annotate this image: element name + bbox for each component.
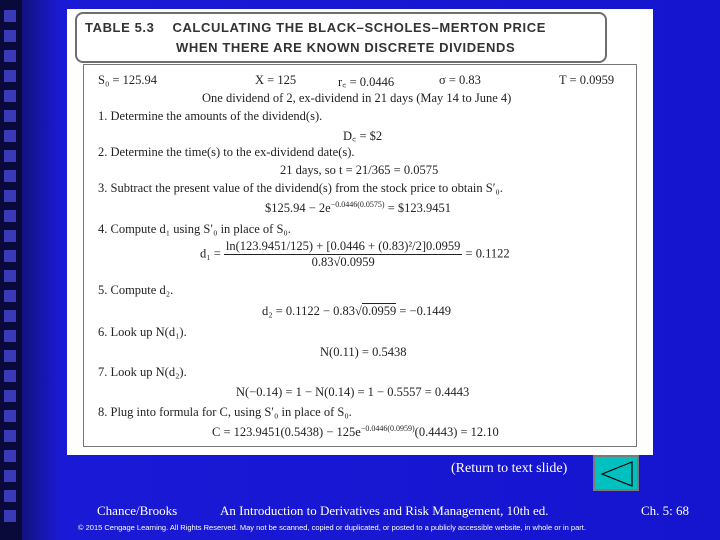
d2-radicand: 0.0959: [361, 304, 397, 318]
d2-b: = −0.1449: [396, 304, 451, 318]
strip-square: [4, 250, 16, 262]
footer-book: An Introduction to Derivatives and Risk Management, 10th ed.: [220, 503, 549, 518]
strip-square: [4, 510, 16, 522]
strip-square: [4, 70, 16, 82]
step-3-result-a: $125.94 − 2e: [265, 201, 331, 216]
strip-square: [4, 270, 16, 282]
step-5: 5. Compute d₂.: [98, 283, 174, 297]
strip-square: [4, 190, 16, 202]
strip-square: [4, 50, 16, 62]
strip-square: [4, 150, 16, 162]
d1-rhs: = 0.1122: [462, 246, 510, 261]
step-2-result: 21 days, so t = 21/365 = 0.0575: [280, 163, 439, 177]
step-6: 6. Look up N(d₁).: [98, 325, 187, 339]
step-3-result-b: = $123.9451: [384, 201, 452, 216]
strip-square: [4, 230, 16, 242]
strip-square: [4, 410, 16, 422]
side-strip: [0, 0, 22, 540]
step-3-result: [265, 200, 451, 216]
table-title-line1: [85, 20, 546, 35]
param-x: X = 125: [255, 73, 297, 87]
table-header: [75, 12, 607, 63]
footer-authors: Chance/Brooks: [97, 503, 178, 518]
c-b: (0.4443) = 12.10: [414, 425, 499, 440]
table-body: [83, 64, 637, 447]
step-3-result-exp: −0.0446(0.0575): [330, 200, 385, 209]
step-6-result: N(0.11) = 0.5438: [320, 345, 407, 359]
param-t: T = 0.0959: [559, 73, 615, 87]
d1-fraction: [224, 239, 463, 270]
strip-square: [4, 110, 16, 122]
step-8-result: [212, 424, 499, 440]
param-rc: r꜀ = 0.0446: [338, 75, 395, 89]
d1-den-sigma: 0.83: [311, 255, 334, 269]
param-sigma: σ = 0.83: [439, 73, 481, 87]
strip-square: [4, 450, 16, 462]
step-1: 1. Determine the amounts of the dividend(s).: [98, 109, 323, 123]
step-8: 8. Plug into formula for C, using S′₀ in place of S₀.: [98, 405, 352, 419]
step-5-result: d₂ = 0.1122 − 0.83√0.0959 = −0.1449: [262, 304, 451, 318]
strip-square: [4, 470, 16, 482]
d1-lhs: d₁ =: [200, 246, 224, 261]
strip-square: [4, 490, 16, 502]
strip-square: [4, 130, 16, 142]
strip-square: [4, 330, 16, 342]
c-a: C = 123.9451(0.5438) − 125e: [212, 425, 361, 440]
strip-square: [4, 30, 16, 42]
strip-square: [4, 170, 16, 182]
step-7-result: N(−0.14) = 1 − N(0.14) = 1 − 0.5557 = 0.4443: [236, 385, 470, 399]
strip-square: [4, 210, 16, 222]
step-7: 7. Look up N(d₂).: [98, 365, 187, 379]
strip-square: [4, 10, 16, 22]
footer-chapter: Ch. 5: 68: [641, 503, 690, 518]
strip-square: [4, 90, 16, 102]
table-image: [67, 9, 653, 455]
footer-copyright: © 2015 Cengage Learning. All Rights Reserved. May not be scanned, copied or duplicated, or posted to a publicly accessible website, in whole or in part.: [78, 523, 586, 532]
step-4: 4. Compute d₁ using S′₀ in place of S₀.: [98, 222, 291, 236]
strip-square: [4, 390, 16, 402]
strip-square: [4, 350, 16, 362]
back-nav-button[interactable]: [593, 455, 639, 491]
strip-square: [4, 290, 16, 302]
step-1-result: D꜀ = $2: [343, 129, 383, 143]
step-3: 3. Subtract the present value of the dividend(s) from the stock price to obtain S′₀.: [98, 181, 503, 195]
param-s0: S₀ = 125.94: [98, 73, 157, 87]
d1-numerator: ln(123.9451/125) + [0.0446 + (0.83)²/2]0.0959: [225, 239, 461, 253]
step-2: 2. Determine the time(s) to the ex-dividend date(s).: [98, 145, 355, 159]
c-exp: −0.0446(0.0959): [360, 424, 415, 433]
d1-den-radicand: 0.0959: [340, 255, 375, 269]
table-title-line2: WHEN THERE ARE KNOWN DISCRETE DIVIDENDS: [176, 40, 516, 55]
step-4-formula: [200, 239, 510, 270]
strip-square: [4, 310, 16, 322]
dividend-note: One dividend of 2, ex-dividend in 21 days (May 14 to June 4): [202, 91, 512, 105]
d1-denominator: 0.83√0.0959: [311, 255, 375, 269]
strip-square: [4, 370, 16, 382]
triangle-left-icon: [599, 460, 635, 488]
d2-a: d₂ = 0.1122 − 0.83: [262, 304, 355, 318]
strip-square: [4, 430, 16, 442]
table-number: TABLE 5.3: [85, 20, 155, 35]
return-to-text-link[interactable]: (Return to text slide): [451, 461, 568, 476]
table-title: CALCULATING THE BLACK–SCHOLES–MERTON PRICE: [172, 20, 547, 35]
